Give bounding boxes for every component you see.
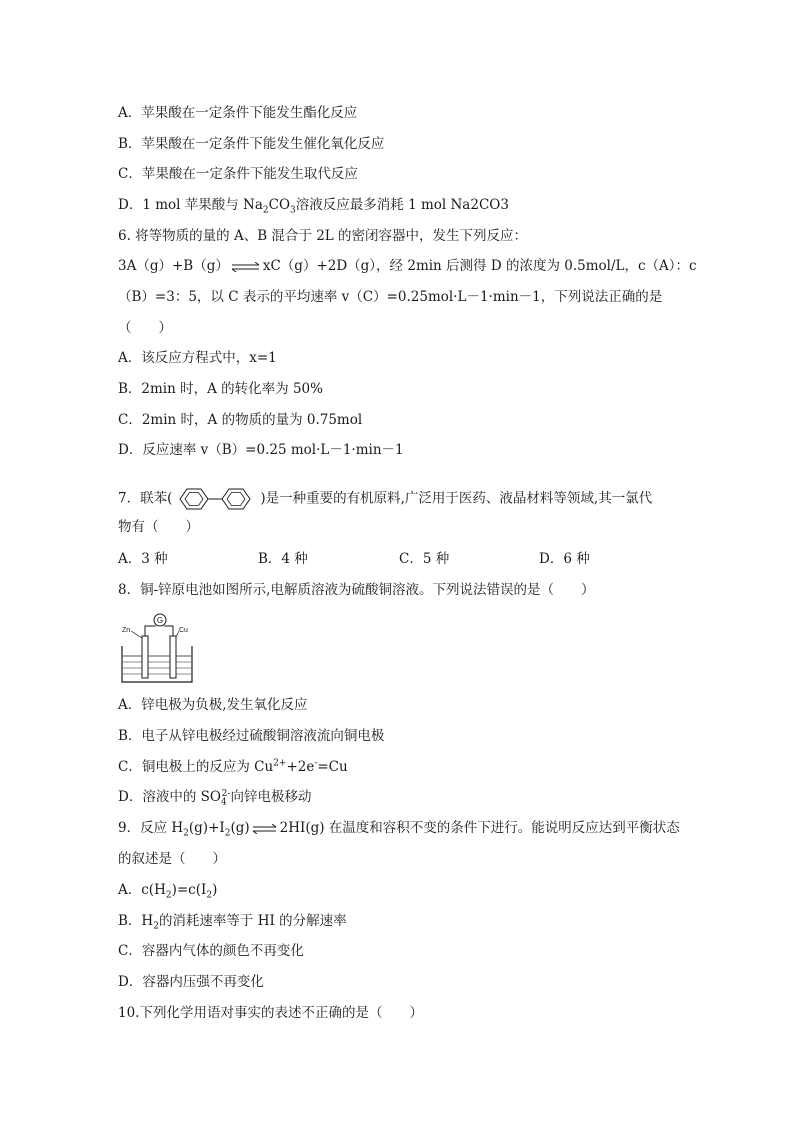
q8-option-c: C．铜电极上的反应为 $Cu^{2+}+2e^-=Cu$ xyxy=(118,758,348,775)
q7-stem-line2: 物有（ ） xyxy=(118,519,199,535)
q6-stem-line3: （B）=3：5，以 C 表示的平均速率 v（C）=0.25mol·L－1·min－1，下列说法正确的是 xyxy=(118,289,663,305)
galvanometer-label: G xyxy=(156,616,164,625)
q7-stem-line1: 7．联苯( )是一种重要的有机原料,广泛用于医药、液晶材料等领域,其一氯代 xyxy=(118,486,652,512)
q6-stem-line2: 3A（g）+B（g） xC（g）+2D（g），经 2min 后测得 D 的浓度为 0.5mol/L，c（A）：c xyxy=(118,258,697,274)
q6-option-c: C．2min 时，A 的物质的量为 0.75mol xyxy=(118,412,363,428)
q9-stem-line2: 的叙述是（ ） xyxy=(118,851,226,867)
q9-stem-line1: 9．反应 $H_2(g)+I_2(g)$ 2HI(g) 在温度和容积不变的条件下进行。能说明反应达到平衡状态 xyxy=(118,820,680,839)
q7-option-c: C．5 种 xyxy=(399,551,450,567)
q9-option-c: C．容器内气体的颜色不再变化 xyxy=(118,943,304,959)
equilibrium-arrow-icon xyxy=(231,262,261,272)
q5-option-d: D．1 mol 苹果酸与 $Na_2CO_3$溶液反应最多消耗 1 mol Na2CO3 xyxy=(118,197,509,216)
q6-option-a: A．该反应方程式中，x=1 xyxy=(118,350,277,366)
q8-stem: 8．铜-锌原电池如图所示,电解质溶液为硫酸铜溶液。下列说法错误的是（ ） xyxy=(118,582,595,598)
zinc-electrode xyxy=(142,636,148,678)
biphenyl-structure-icon xyxy=(172,486,260,512)
q6-option-d: D．反应速率 v（B）=0.25 mol·L－1·min－1 xyxy=(118,442,404,458)
q8-option-b: B．电子从锌电极经过硫酸铜溶液流向铜电极 xyxy=(118,728,385,744)
q7-option-d: D．6 种 xyxy=(539,551,590,567)
q7-option-b: B．4 种 xyxy=(258,551,308,567)
copper-electrode xyxy=(170,636,176,678)
equilibrium-arrow-icon xyxy=(252,824,278,834)
q5-option-b: B．苹果酸在一定条件下能发生催化氧化反应 xyxy=(118,136,385,152)
q5-option-c: C．苹果酸在一定条件下能发生取代反应 xyxy=(118,166,358,182)
zn-label: Zn xyxy=(122,627,131,634)
q9-option-b: B．$H_2$的消耗速率等于 HI 的分解速率 xyxy=(118,913,347,932)
q6-option-b: B．2min 时，A 的转化率为 50% xyxy=(118,381,323,397)
galvanic-cell-figure xyxy=(116,606,198,686)
q6-stem-line4: （ ） xyxy=(118,320,172,336)
q9-option-d: D．容器内压强不再变化 xyxy=(118,974,264,990)
q9-option-a: A．$c(H_2)=c(I_2)$ xyxy=(118,882,218,901)
q8-option-d: D．溶液中的 $SO_4^{2-}$向锌电极移动 xyxy=(118,788,312,808)
q8-option-a: A．锌电极为负极,发生氧化反应 xyxy=(118,697,308,713)
q6-stem-line1: 6. 将等物质的量的 A、B 混合于 2L 的密闭容器中，发生下列反应： xyxy=(118,228,528,244)
q10-stem: 10.下列化学用语对事实的表述不正确的是（ ） xyxy=(118,1005,423,1021)
q5-option-a: A．苹果酸在一定条件下能发生酯化反应 xyxy=(118,105,358,121)
cu-label: Cu xyxy=(179,627,188,634)
q7-option-a: A．3 种 xyxy=(118,551,168,567)
